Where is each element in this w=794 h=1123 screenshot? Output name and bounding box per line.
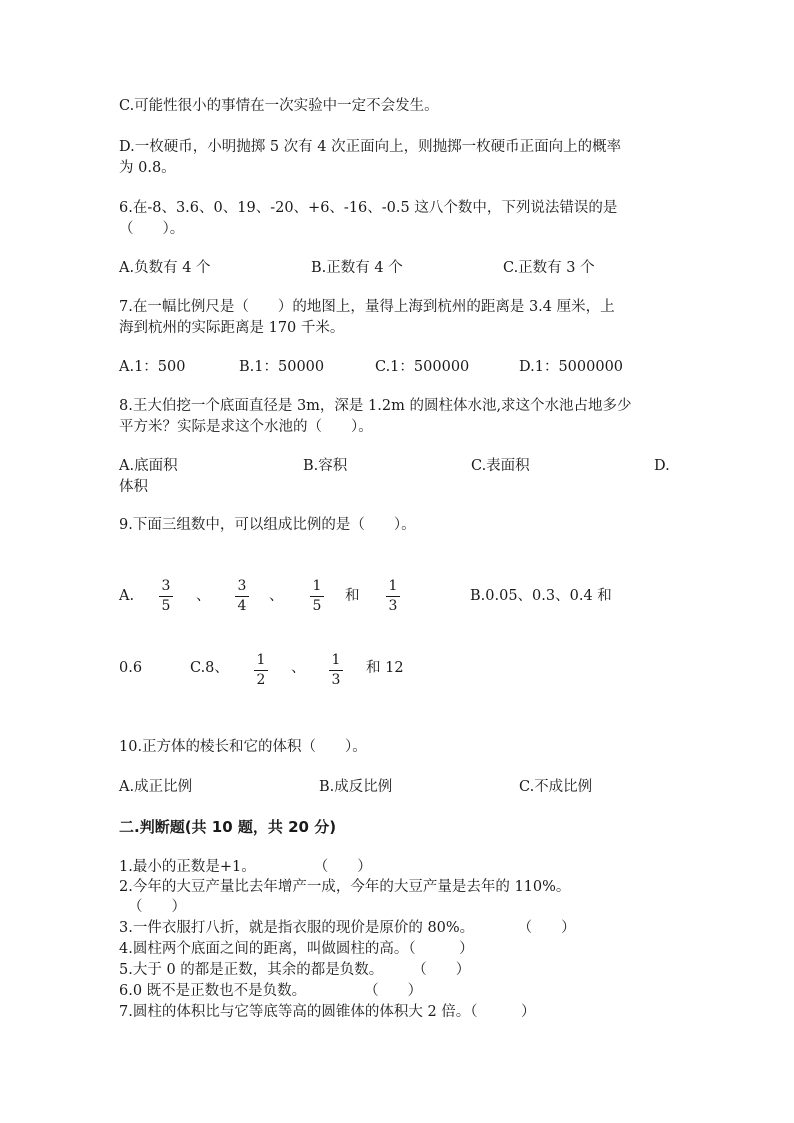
judge-item-2-bracket: （ ） (128, 899, 186, 915)
q7-option-d: D.1：5000000 (519, 359, 624, 375)
q6-option-c: C.正数有 3 个 (503, 260, 595, 276)
judge-item-1: 1.最小的正数是+1。 （ ） (119, 859, 372, 875)
q10-option-a: A.成正比例 (119, 779, 193, 795)
q9-a-fraction-1 (155, 578, 177, 615)
q9-option-c-label: C.8、 (190, 660, 229, 676)
fraction-bar (254, 670, 268, 671)
q9-a-fraction-3 (306, 578, 328, 615)
q8-option-b: B.容积 (303, 458, 348, 474)
q6-option-b: B.正数有 4 个 (311, 260, 403, 276)
fraction-numerator: 1 (312, 578, 322, 594)
q9-c-fraction-1 (250, 652, 272, 689)
q9-a-fraction-4 (382, 578, 404, 615)
q8-option-a: A.底面积 (119, 458, 178, 474)
fraction-numerator: 1 (331, 652, 341, 668)
q8-stem-line2: 平方米？实际是求这个水池的（ ）。 (119, 419, 373, 435)
q7-option-c: C.1：500000 (375, 359, 470, 375)
fraction-bar (310, 596, 324, 597)
fraction-numerator: 1 (388, 578, 398, 594)
q9-a-and: 和 (345, 588, 360, 604)
judge-item-6: 6.0 既不是正数也不是负数。 （ ） (119, 983, 423, 999)
fraction-bar (235, 596, 249, 597)
fraction-bar (386, 596, 400, 597)
judge-item-5: 5.大于 0 的都是正数，其余的都是负数。 （ ） (119, 962, 471, 978)
q10-option-b: B.成反比例 (319, 779, 393, 795)
judge-item-7: 7.圆柱的体积比与它等底等高的圆锥体的体积大 2 倍。（ ） (119, 1004, 536, 1020)
q6-stem-line1: 6.在-8、3.6、0、19、-20、+6、-16、-0.5 这八个数中，下列说法错误的是 (119, 200, 618, 216)
fraction-denominator: 4 (237, 598, 247, 614)
q10-stem: 10.正方体的棱长和它的体积（ ）。 (119, 739, 367, 755)
q6-stem-line2: （ ）。 (119, 221, 185, 237)
fraction-numerator: 1 (256, 652, 266, 668)
q7-option-a: A.1：500 (119, 359, 186, 375)
fraction-denominator: 2 (256, 672, 266, 688)
q9-c-fraction-2 (325, 652, 347, 689)
q7-option-b: B.1：50000 (239, 359, 325, 375)
q8-option-d: D. (654, 458, 670, 474)
q8-stem-line1: 8.王大伯挖一个底面直径是 3m，深是 1.2m 的圆柱体水池,求这个水池占地多少 (119, 398, 632, 414)
q9-a-fraction-2 (231, 578, 253, 615)
q6-option-a: A.负数有 4 个 (119, 260, 211, 276)
fraction-denominator: 3 (388, 598, 398, 614)
judge-item-4: 4.圆柱两个底面之间的距离，叫做圆柱的高。（ ） (119, 941, 474, 957)
fraction-numerator: 3 (161, 578, 171, 594)
fraction-bar (329, 670, 343, 671)
q5-option-c: C.可能性很小的事情在一次实验中一定不会发生。 (119, 98, 439, 114)
q9-c-end: 和 12 (366, 660, 404, 676)
q9-option-b-wrap: 0.6 (119, 660, 143, 676)
fraction-numerator: 3 (237, 578, 247, 594)
q10-option-c: C.不成比例 (519, 779, 593, 795)
q9-stem: 9.下面三组数中，可以组成比例的是（ ）。 (119, 517, 416, 533)
q7-stem-line2: 海到杭州的实际距离是 170 千米。 (119, 320, 345, 336)
fraction-denominator: 5 (161, 598, 171, 614)
q9-option-a-label: A. (119, 588, 135, 604)
q9-option-b: B.0.05、0.3、0.4 和 (470, 588, 612, 604)
q9-a-separator-1: 、 (196, 588, 211, 604)
q9-a-separator-2: 、 (269, 588, 284, 604)
fraction-bar (159, 596, 173, 597)
q8-option-c: C.表面积 (471, 458, 530, 474)
section-2-title: 二.判断题(共 10 题，共 20 分) (119, 818, 337, 836)
q8-option-d-wrap: 体积 (119, 479, 148, 495)
q5-option-d-line1: D.一枚硬币，小明抛掷 5 次有 4 次正面向上，则抛掷一枚硬币正面向上的概率 (119, 139, 622, 155)
q5-option-d-line2: 为 0.8。 (119, 160, 176, 176)
judge-item-3: 3.一件衣服打八折，就是指衣服的现价是原价的 80%。 （ ） (119, 920, 576, 936)
fraction-denominator: 3 (331, 672, 341, 688)
judge-item-2: 2.今年的大豆产量比去年增产一成，今年的大豆产量是去年的 110%。 (119, 879, 571, 895)
fraction-denominator: 5 (312, 598, 322, 614)
q9-c-separator: 、 (291, 660, 306, 676)
q7-stem-line1: 7.在一幅比例尺是（ ）的地图上，量得上海到杭州的距离是 3.4 厘米，上 (119, 299, 615, 315)
